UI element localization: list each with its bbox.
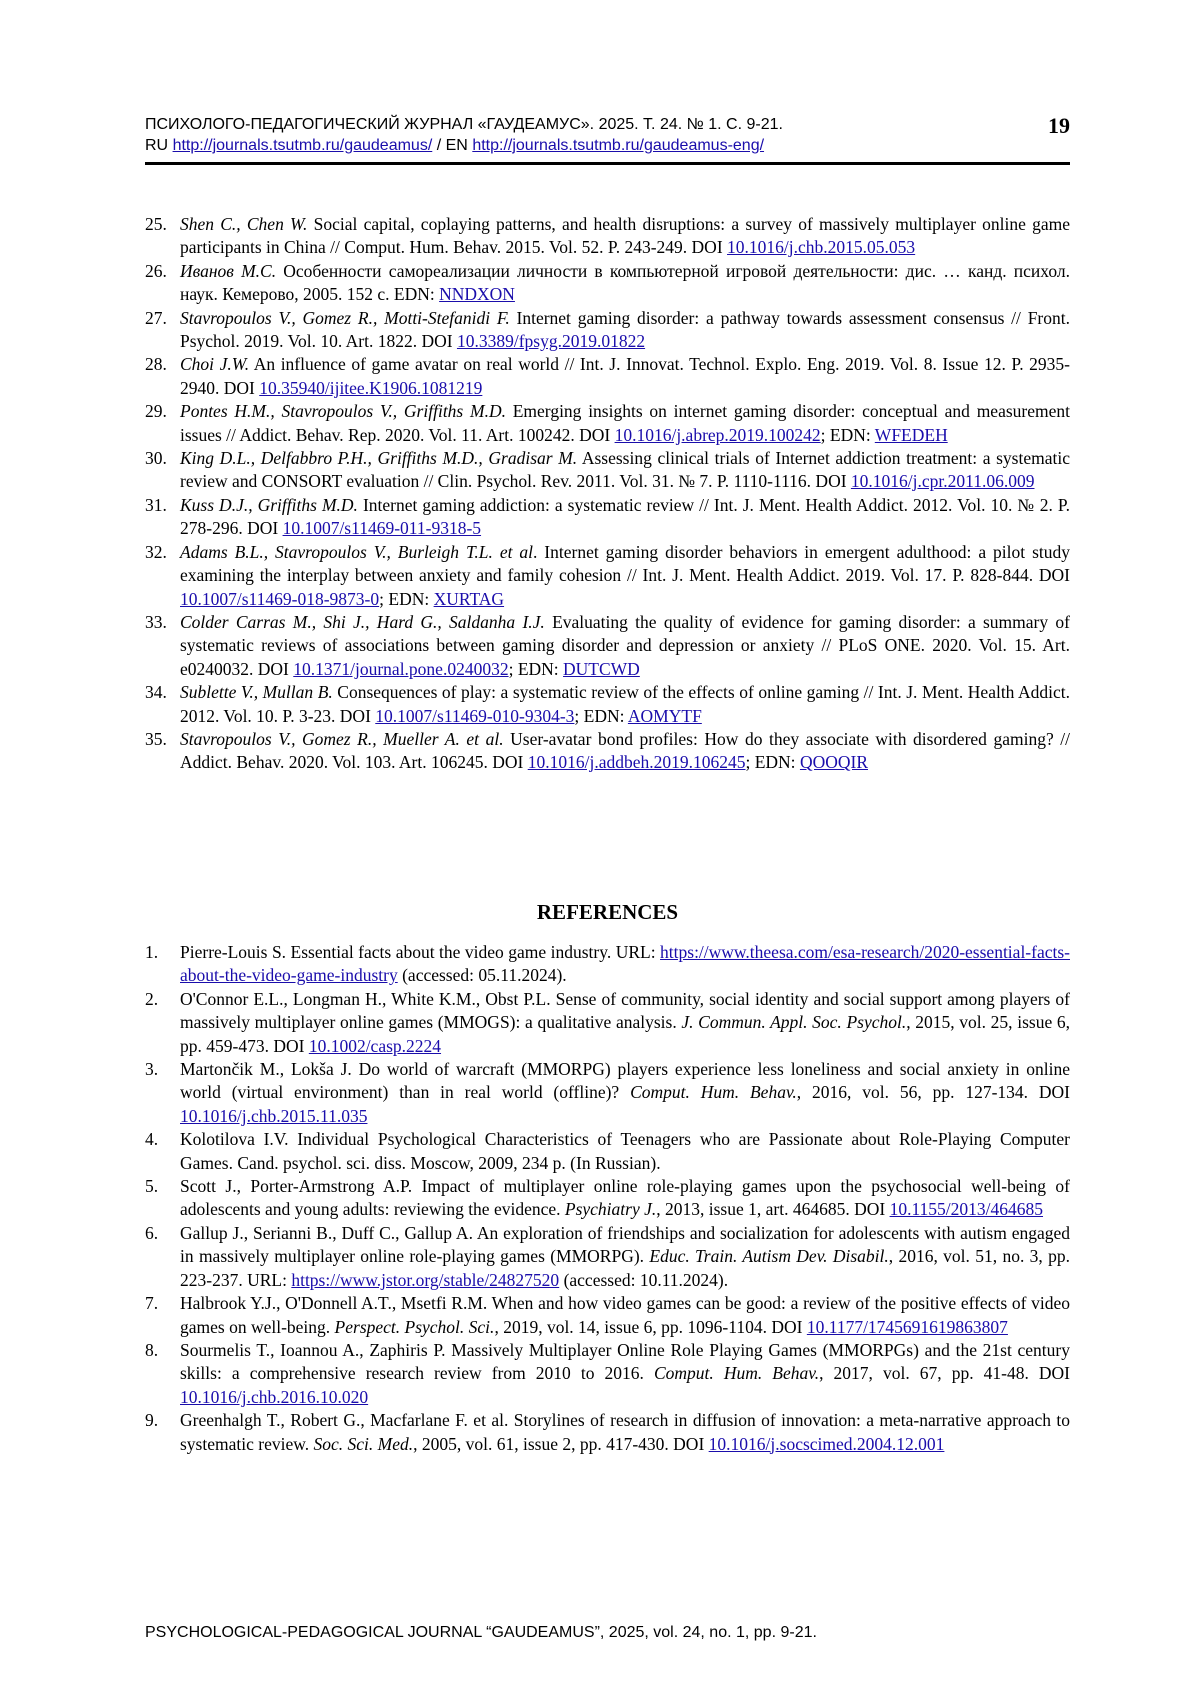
edn-link[interactable]: AOMYTF [627, 705, 702, 726]
reference-journal: Perspect. Psychol. Sci. [334, 1316, 495, 1337]
journal-links [145, 135, 1070, 156]
ru-journal-link[interactable]: http://journals.tsutmb.ru/gaudeamus/ [172, 137, 433, 154]
doi-link[interactable]: 10.1016/j.cpr.2011.06.009 [850, 471, 1035, 492]
reference-text-tail: (accessed: 05.11.2024). [397, 965, 567, 986]
reference-number: 6. [145, 1222, 159, 1243]
references-heading: REFERENCES [536, 900, 679, 924]
doi-link[interactable]: 10.1016/j.abrep.2019.100242 [614, 424, 821, 445]
url-link[interactable]: https://www.theesa.com/esa-research/2020-essential-facts-about-the-video-game-industry [180, 942, 1070, 986]
reference-number: 34. [145, 682, 167, 703]
reference-number: 32. [145, 541, 167, 562]
doi-link[interactable]: 10.1007/s11469-010-9304-3 [375, 705, 575, 726]
russian-reference-list [145, 213, 1070, 775]
reference-text-tail: , 2017, vol. 67, pp. 41-48. DOI [819, 1363, 1071, 1384]
reference-text: . Internet gaming disorder behaviors in emergent adulthood: a pilot study examining the interplay between anxiety and family cohesion // Int. J. Ment. Health Addict. 2019. Vol. 17. P. 828-844. DOI [180, 541, 1070, 586]
doi-link[interactable]: 10.1002/casp.2224 [308, 1035, 442, 1056]
reference-text-tail: , 2019, vol. 14, issue 6, pp. 1096-1104. DOI [494, 1316, 807, 1337]
reference-text: Pierre-Louis S. Essential facts about the video game industry. URL: [180, 942, 661, 962]
doi-link[interactable]: 10.1007/s11469-011-9318-5 [282, 518, 482, 539]
reference-text: O'Connor E.L., Longman H., White K.M., Obst P.L. Sense of community, social identity and social support among players of massively multiplayer online games (MMOGS): a qualitative analysis. [180, 988, 1070, 1033]
reference-item [145, 681, 1070, 728]
reference-item [145, 494, 1070, 541]
edn-link[interactable]: XURTAG [433, 588, 505, 609]
doi-link[interactable]: 10.1177/1745691619863807 [806, 1316, 1008, 1337]
reference-text: Kolotilova I.V. Individual Psychological Characteristics of Teenagers who are Passionate about Role-Playing Computer Games. Cand. psychol. sci. diss. Moscow, 2009, 234 p. (In Russian). [180, 1129, 1070, 1173]
doi-link[interactable]: 10.1016/j.chb.2016.10.020 [180, 1386, 369, 1407]
reference-number: 29. [145, 401, 167, 422]
doi-link[interactable]: 10.1016/j.chb.2015.11.035 [180, 1105, 368, 1126]
reference-text-tail: , 2016, vol. 51, no. 3, pp. 223-237. URL: [180, 1246, 1070, 1290]
reference-number: 25. [145, 214, 167, 234]
reference-journal: Comput. Hum. Behav. [630, 1082, 797, 1103]
doi-link[interactable]: 10.1007/s11469-018-9873-0 [180, 588, 380, 609]
edn-link[interactable]: DUTCWD [563, 658, 640, 679]
reference-number: 5. [145, 1176, 159, 1197]
reference-text-tail: , 2015, vol. 25, issue 6, pp. 459-473. DOI [180, 1012, 1070, 1056]
reference-separator: ; EDN: [745, 752, 800, 773]
doi-link[interactable]: 10.35940/ijitee.K1906.1081219 [259, 377, 483, 398]
reference-text: An influence of game avatar on real world // Int. J. Innovat. Technol. Explo. Eng. 2019. Vol. 8. Issue 12. P. 2935-2940. DOI [180, 354, 1070, 398]
reference-text: Consequences of play: a systematic review of the effects of online gaming // Int. J. Ment. Health Addict. 2012. Vol. 10. P. 3-23. DOI [180, 682, 1070, 726]
reference-authors: Shen C., Chen W. [180, 214, 308, 234]
reference-text: Emerging insights on internet gaming disorder: conceptual and measurement issues // Addict. Behav. Rep. 2020. Vol. 11. Art. 100242. DOI [180, 401, 1070, 445]
reference-separator: ; EDN: [379, 588, 434, 609]
reference-item [145, 307, 1070, 354]
reference-separator: ; EDN: [574, 705, 628, 726]
reference-item [145, 260, 1070, 307]
reference-item [145, 941, 1070, 988]
reference-text: Sourmelis T., Ioannou A., Zaphiris P. Massively Multiplayer Online Role Playing Games (MMORPGs) and the 21st century skills: a comprehensive research review from 2010 to 2016. [180, 1339, 1070, 1384]
running-footer: PSYCHOLOGICAL-PEDAGOGICAL JOURNAL “GAUDEAMUS”, 2025, vol. 24, no. 1, pp. 9-21. [145, 1624, 817, 1641]
reference-item [145, 1175, 1070, 1222]
doi-link[interactable]: 10.1155/2013/464685 [889, 1199, 1044, 1220]
reference-authors: Иванов М.С. [180, 260, 277, 281]
reference-number: 8. [145, 1339, 159, 1360]
reference-text: Gallup J., Serianni B., Duff C., Gallup A. An exploration of friendships and socialization for adolescents with autism engaged in massively multiplayer online role-playing games (MMORPG). [180, 1222, 1070, 1267]
reference-text-tail: , 2013, issue 1, art. 464685. DOI [656, 1199, 890, 1220]
reference-authors: Stavropoulos V., Gomez R., Motti-Stefanidi F. [180, 307, 510, 328]
reference-item [145, 988, 1070, 1058]
url-link[interactable]: https://www.jstor.org/stable/24827520 [291, 1269, 560, 1290]
link-separator: / [436, 137, 442, 154]
reference-text-tail: , 2016, vol. 56, pp. 127-134. DOI [796, 1082, 1071, 1103]
en-journal-link[interactable]: http://journals.tsutmb.ru/gaudeamus-eng/ [472, 137, 765, 154]
reference-authors: Kuss D.J., Griffiths M.D. [180, 494, 358, 515]
doi-link[interactable]: 10.1016/j.socscimed.2004.12.001 [708, 1433, 945, 1454]
reference-authors: Sublette V., Mullan B. [180, 682, 333, 703]
reference-number: 2. [145, 988, 159, 1009]
reference-item [145, 1222, 1070, 1292]
reference-separator: ; EDN: [820, 424, 875, 445]
reference-item [145, 1058, 1070, 1128]
reference-journal: J. Commun. Appl. Soc. Psychol. [681, 1012, 907, 1033]
reference-text: Scott J., Porter-Armstrong A.P. Impact of multiplayer online role-playing games upon the psychosocial well-being of adolescents and young adults: reviewing the evidence. [180, 1176, 1070, 1220]
reference-item [145, 1409, 1070, 1456]
reference-authors: Adams B.L., Stavropoulos V., Burleigh T.L. et al [180, 541, 533, 562]
reference-item [145, 728, 1070, 775]
reference-item [145, 400, 1070, 447]
edn-link[interactable]: NNDXON [439, 284, 515, 305]
reference-number: 26. [145, 260, 167, 281]
doi-link[interactable]: 10.1371/journal.pone.0240032 [293, 658, 509, 679]
reference-number: 33. [145, 611, 167, 632]
reference-authors: Choi J.W. [180, 354, 250, 375]
reference-text: Internet gaming addiction: a systematic review // Int. J. Ment. Health Addict. 2012. Vol. 10. № 2. P. 278-296. DOI [180, 494, 1071, 539]
reference-number: 27. [145, 307, 167, 328]
reference-text: Evaluating the quality of evidence for gaming disorder: a summary of systematic reviews of associations between gaming disorder and depression or anxiety // PLoS ONE. 2020. Vol. 15. Art. e0240032. DOI [180, 611, 1070, 679]
reference-item [145, 611, 1070, 681]
doi-link[interactable]: 10.1016/j.addbeh.2019.106245 [527, 752, 746, 773]
reference-item [145, 353, 1070, 400]
reference-accessed: (accessed: 10.11.2024). [559, 1269, 729, 1290]
reference-number: 1. [145, 942, 159, 962]
reference-authors: Colder Carras M., Shi J., Hard G., Saldanha I.J. [180, 611, 545, 632]
edn-link[interactable]: QOOQIR [799, 752, 868, 773]
reference-authors: Stavropoulos V., Gomez R., Mueller A. et al. [180, 728, 504, 749]
reference-authors: King D.L., Delfabbro P.H., Griffiths M.D., Gradisar M. [180, 448, 578, 469]
reference-number: 28. [145, 354, 167, 375]
page-number: 19 [1048, 113, 1070, 138]
reference-journal: Educ. Train. Autism Dev. Disabil. [649, 1246, 889, 1267]
reference-text: Особенности самореализации личности в компьютерной игровой деятельности: дис. … канд. психол. наук. Кемерово, 2005. 152 с. EDN: [180, 260, 1070, 305]
reference-text: User-avatar bond profiles: How do they associate with disordered gaming? // Addict. Behav. 2020. Vol. 103. Art. 106245. DOI [180, 728, 1071, 773]
reference-text-tail: , 2005, vol. 61, issue 2, pp. 417-430. DOI [413, 1433, 709, 1454]
reference-number: 9. [145, 1410, 159, 1431]
reference-item [145, 541, 1070, 611]
reference-journal: Psychiatry J. [564, 1199, 657, 1220]
reference-text: Halbrook Y.J., O'Donnell A.T., Msetfi R.M. When and how video games can be good: a review of the positive effects of video games on well-being. [180, 1293, 1070, 1337]
reference-item [145, 1292, 1070, 1339]
reference-number: 3. [145, 1059, 159, 1080]
reference-number: 31. [145, 494, 167, 515]
ru-label: RU [145, 137, 169, 154]
en-label: EN [445, 137, 468, 154]
reference-text: Greenhalgh T., Robert G., Macfarlane F. et al. Storylines of research in diffusion of innovation: a meta-narrative approach to systematic review. [180, 1410, 1070, 1454]
doi-link[interactable]: 10.1016/j.chb.2015.05.053 [727, 237, 916, 258]
reference-text: Assessing clinical trials of Internet addiction treatment: a systematic review and CONSORT evaluation // Clin. Psychol. Rev. 2011. Vol. 31. № 7. P. 1110-1116. DOI [180, 448, 1070, 492]
english-reference-list [145, 941, 1070, 1456]
doi-link[interactable]: 10.3389/fpsyg.2019.01822 [456, 331, 646, 352]
running-header [145, 114, 1070, 156]
reference-text: Social capital, coplaying patterns, and health disruptions: a survey of massively multiplayer online game participants in China // Comput. Hum. Behav. 2015. Vol. 52. P. 243-249. DOI [180, 214, 1070, 258]
reference-authors: Pontes H.M., Stavropoulos V., Griffiths M.D. [180, 401, 506, 422]
reference-text: Internet gaming disorder: a pathway towards assessment consensus // Front. Psychol. 2019. Vol. 10. Art. 1822. DOI [180, 307, 1070, 352]
header-divider [145, 162, 1070, 165]
reference-number: 30. [145, 448, 167, 469]
reference-number: 7. [145, 1293, 159, 1314]
reference-text: Martončik M., Lokša J. Do world of warcraft (MMORPG) players experience less loneliness and social anxiety in online world (virtual environment) than in real world (offline)? [180, 1059, 1070, 1103]
reference-item [145, 213, 1070, 260]
reference-journal: Comput. Hum. Behav. [653, 1363, 820, 1384]
reference-number: 35. [145, 728, 167, 749]
edn-link[interactable]: WFEDEH [874, 424, 948, 445]
reference-number: 4. [145, 1129, 159, 1150]
reference-separator: ; EDN: [508, 658, 564, 679]
reference-item [145, 1339, 1070, 1409]
reference-item [145, 447, 1070, 494]
reference-journal: Soc. Sci. Med. [313, 1433, 414, 1454]
reference-item [145, 1128, 1070, 1175]
journal-title: ПСИХОЛОГО-ПЕДАГОГИЧЕСКИЙ ЖУРНАЛ «ГАУДЕАМУС». 2025. Т. 24. № 1. С. 9-21. [145, 116, 783, 133]
